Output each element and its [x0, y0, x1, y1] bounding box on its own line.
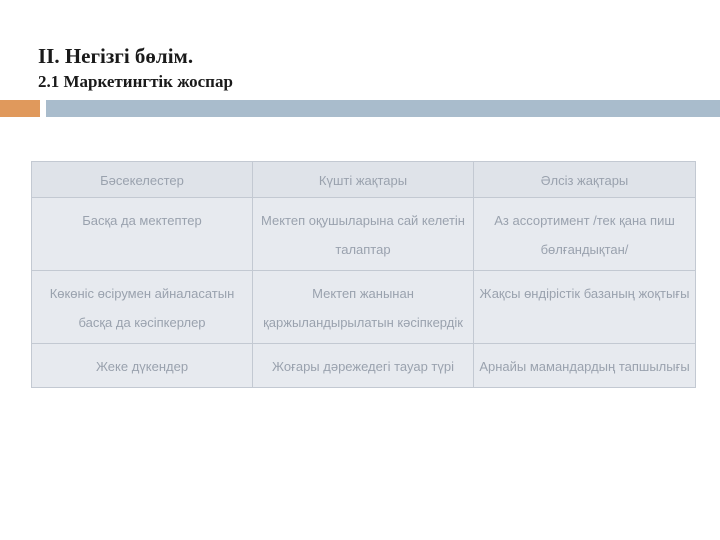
table-cell: Көкөніс өсірумен айналасатын басқа да кәсіпкерлер	[32, 271, 253, 344]
table-cell: Жақсы өндірістік базаның жоқтығы	[474, 271, 696, 344]
table-cell: Басқа да мектептер	[32, 198, 253, 271]
table-header-row	[32, 162, 696, 198]
table-row	[32, 271, 696, 344]
header-strengths: Күшті жақтары	[253, 162, 474, 198]
accent-bar-blue	[46, 100, 720, 117]
table-row	[32, 344, 696, 388]
competitor-table	[31, 161, 696, 388]
table-cell: Жеке дүкендер	[32, 344, 253, 388]
table-cell: Мектеп оқушыларына сай келетін талаптар	[253, 198, 474, 271]
table-row	[32, 198, 696, 271]
table-cell: Мектеп жанынан қаржыландырылатын кәсіпкердік	[253, 271, 474, 344]
header-competitors: Бәсекелестер	[32, 162, 253, 198]
table-cell: Жоғары дәрежедегі тауар түрі	[253, 344, 474, 388]
table-cell: Арнайы мамандардың тапшылығы	[474, 344, 696, 388]
accent-bar-orange	[0, 100, 40, 117]
slide-subtitle: 2.1 Маркетингтік жоспар	[38, 72, 233, 91]
table-cell: Аз ассортимент /тек қана пиш бөлғандықтан/	[474, 198, 696, 271]
slide-title: II. Негізгі бөлім.	[38, 44, 194, 68]
header-weaknesses: Әлсіз жақтары	[474, 162, 696, 198]
